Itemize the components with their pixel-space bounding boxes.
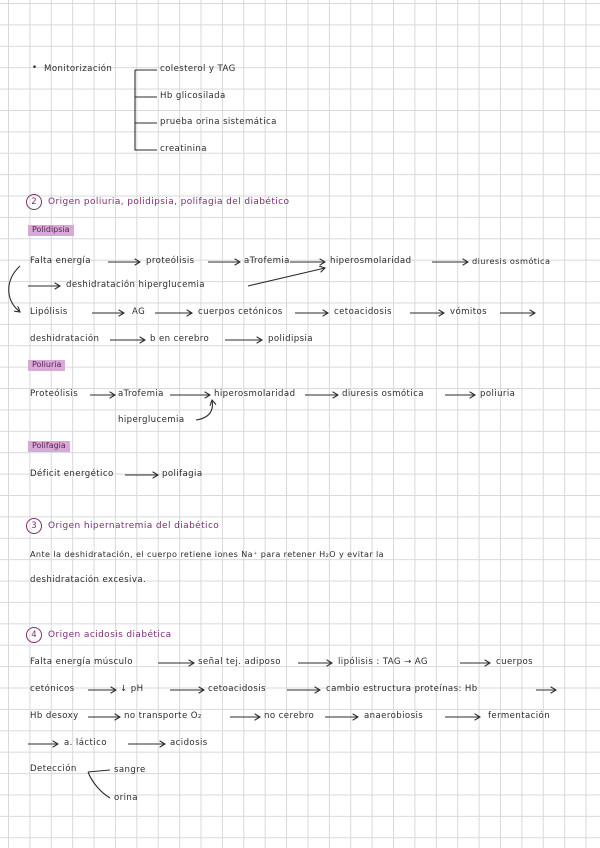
- monitor-item: prueba orina sistemática: [160, 117, 277, 127]
- flow-text: diuresis osmótica: [342, 389, 424, 399]
- section-number: 3: [26, 518, 42, 534]
- flow-text: cambio estructura proteínas: Hb: [326, 684, 478, 694]
- flow-text: diuresis osmótica: [472, 256, 551, 266]
- flow-text: hiperosmolaridad: [330, 256, 412, 266]
- flow-text: Hb desoxy: [30, 711, 79, 721]
- paragraph-line: Ante la deshidratación, el cuerpo retiene iones Na⁺ para retener H₂O y evitar la: [30, 549, 385, 559]
- flow-text: vómitos: [450, 307, 488, 317]
- flow-text: cetoacidosis: [334, 307, 392, 317]
- flow-text: deshidratación hiperglucemia: [66, 280, 205, 290]
- flow-text: poliuria: [480, 389, 516, 399]
- monitor-item: Hb glicosilada: [160, 91, 226, 101]
- flow-text: acidosis: [170, 738, 208, 748]
- monitor-item: colesterol y TAG: [160, 64, 236, 74]
- flow-text: polifagia: [162, 469, 203, 479]
- section-number: 4: [26, 627, 42, 643]
- flow-text: Lipólisis: [30, 307, 68, 317]
- flow-text: cetónicos: [30, 684, 75, 694]
- flow-text: Proteólisis: [30, 389, 79, 399]
- section-title: Origen acidosis diabética: [48, 630, 172, 640]
- flow-text: deshidratación: [30, 334, 100, 344]
- highlight-tag: Polidipsia: [28, 225, 74, 236]
- detection-item: sangre: [114, 765, 146, 775]
- monitor-item: creatinina: [160, 144, 207, 154]
- highlight-tag: Polifagia: [28, 441, 70, 452]
- flow-text: AG: [132, 307, 146, 317]
- flow-text: b en cerebro: [150, 334, 210, 344]
- section-title: Origen hipernatremia del diabético: [48, 521, 220, 531]
- flow-text: fermentación: [488, 711, 551, 721]
- flow-text: cetoacidosis: [208, 684, 266, 694]
- detection-label: Detección: [30, 764, 77, 774]
- flow-text: lipólisis : TAG → AG: [338, 657, 428, 667]
- flow-text: cuerpos cetónicos: [198, 307, 283, 317]
- highlight-tag: Poliuria: [28, 360, 65, 371]
- monitor-label: Monitorización: [44, 64, 113, 74]
- flow-text: aTrofemia: [118, 389, 164, 399]
- flow-text: señal tej. adiposo: [198, 657, 281, 667]
- section-title: Origen poliuria, polidipsia, polifagia del diabético: [48, 197, 290, 207]
- flow-text: anaerobiosis: [364, 711, 424, 721]
- flow-text: proteólisis: [146, 256, 195, 266]
- monitor-bullet: •: [32, 63, 38, 73]
- section-number: 2: [26, 194, 42, 210]
- paragraph-line: deshidratación excesiva.: [30, 575, 147, 585]
- flow-text: polidipsia: [268, 334, 313, 344]
- flow-text: Déficit energético: [30, 469, 114, 479]
- flow-text: Falta energía músculo: [30, 657, 133, 667]
- flow-text: ↓ pH: [120, 684, 144, 694]
- flow-text: cuerpos: [496, 657, 533, 667]
- flow-text: hiperglucemia: [118, 415, 185, 425]
- flow-text: Falta energía: [30, 256, 91, 266]
- flow-text: hiperosmolaridad: [214, 389, 296, 399]
- flow-text: no transporte O₂: [124, 711, 202, 721]
- flow-text: a. láctico: [64, 738, 107, 748]
- flow-text: aTrofemia: [244, 256, 290, 266]
- detection-item: orina: [114, 793, 138, 803]
- flow-text: no cerebro: [264, 711, 315, 721]
